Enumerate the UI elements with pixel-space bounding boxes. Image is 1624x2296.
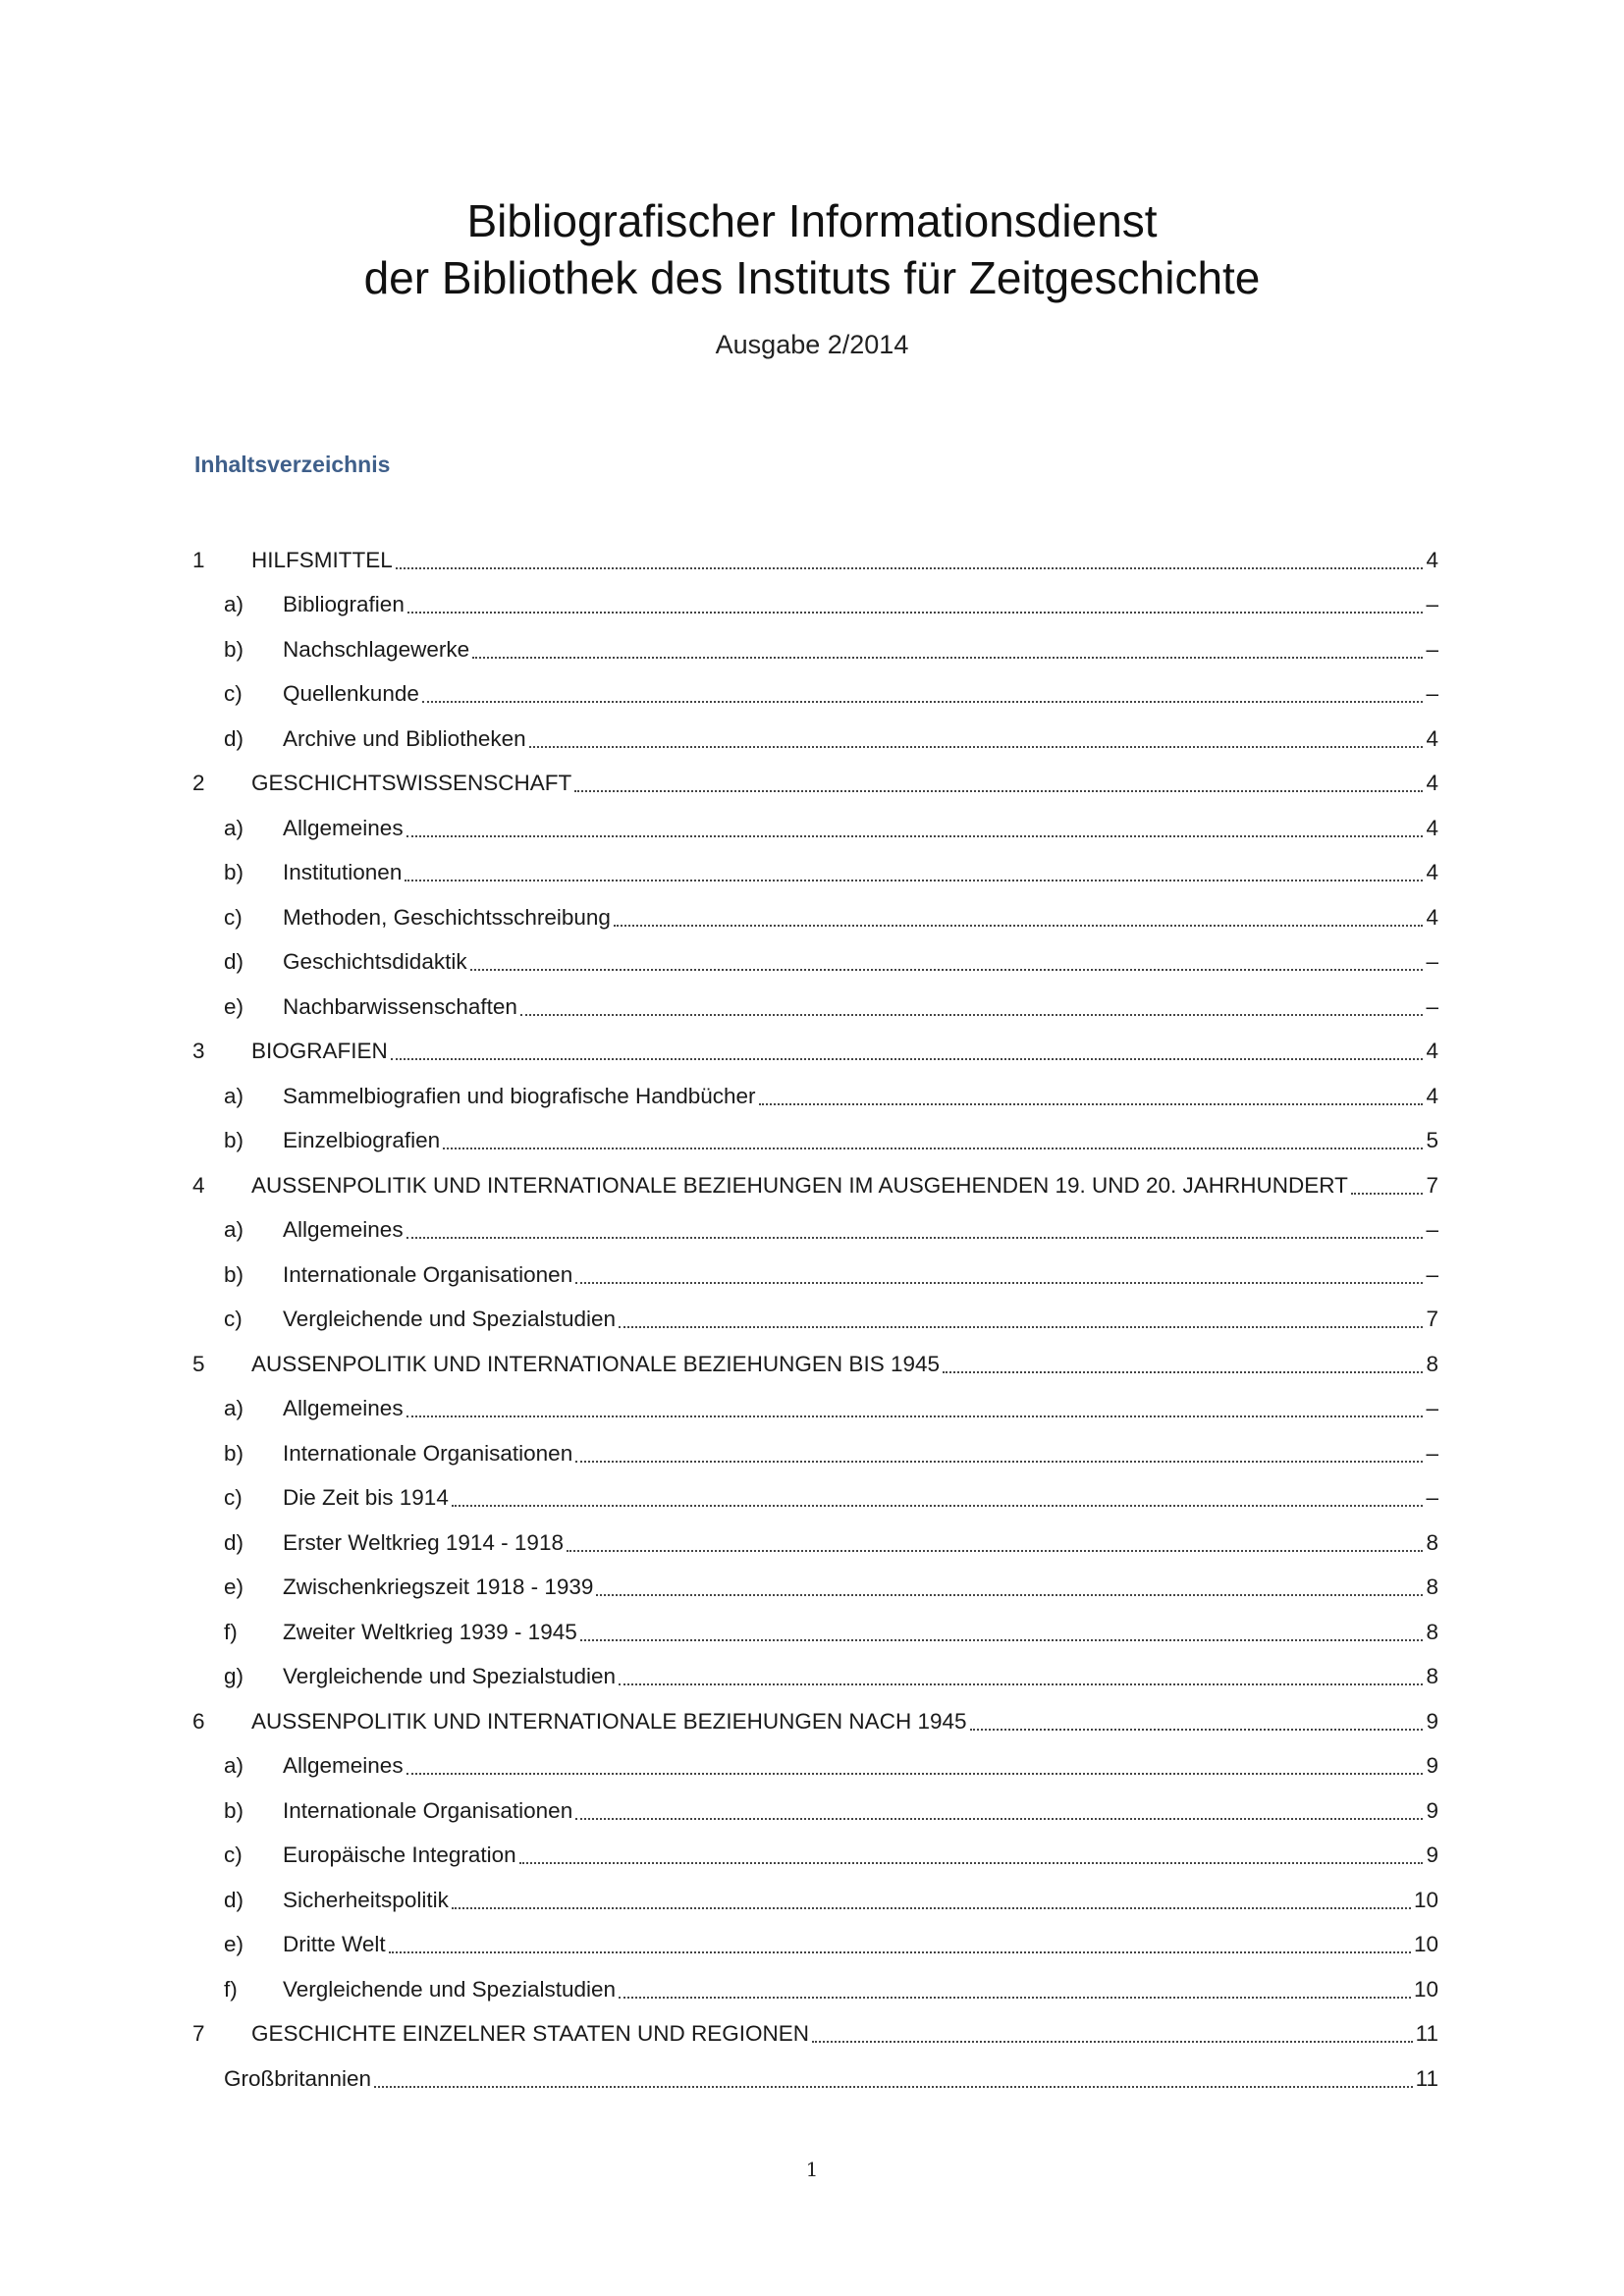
toc-entry[interactable]: [192, 1967, 1438, 2012]
toc-entry-number: e): [224, 1575, 244, 1600]
toc-entry-page: 9: [1426, 1708, 1438, 1734]
toc-entry-label: Großbritannien: [224, 2065, 372, 2091]
toc-entry-label: HILFSMITTEL: [251, 547, 393, 572]
toc-entry-label: Sicherheitspolitik: [283, 1887, 449, 1912]
toc-dot-leader: [406, 1415, 1424, 1417]
toc-entry-page: 7: [1426, 1307, 1438, 1332]
toc-entry-number: b): [224, 860, 244, 885]
toc-entry-number: d): [224, 1529, 244, 1555]
toc-entry-number: c): [224, 904, 243, 930]
toc-entry[interactable]: [192, 538, 1438, 583]
toc-entry-label: Vergleichende und Spezialstudien: [283, 1664, 617, 1689]
toc-entry-page: –: [1426, 1217, 1438, 1243]
toc-entry-label: Allgemeines: [283, 815, 404, 840]
toc-entry-page: 8: [1426, 1575, 1438, 1600]
toc-dot-leader: [943, 1370, 1423, 1373]
toc-entry-number: c): [224, 681, 243, 707]
toc-dot-leader: [520, 1013, 1424, 1016]
toc-dot-leader: [596, 1593, 1423, 1596]
toc-entry-page: 10: [1413, 1932, 1438, 1957]
toc-entry-page: 4: [1426, 1039, 1438, 1064]
toc-entry-page: –: [1426, 1440, 1438, 1466]
toc-entry-number: f): [224, 1976, 238, 2002]
toc-entry-number: 6: [192, 1708, 205, 1734]
toc-dot-leader: [374, 2085, 1413, 2088]
toc-dot-leader: [443, 1147, 1423, 1149]
toc-entry-label: Bibliografien: [283, 592, 405, 617]
toc-entry[interactable]: [192, 1789, 1438, 1834]
toc-entry-label: Allgemeines: [283, 1753, 404, 1779]
toc-entry[interactable]: [192, 2056, 1438, 2102]
toc-entry-label: GESCHICHTSWISSENSCHAFT: [251, 771, 572, 796]
toc-entry[interactable]: [192, 1208, 1438, 1254]
toc-entry[interactable]: [192, 672, 1438, 718]
toc-entry-page: 4: [1426, 547, 1438, 572]
toc-heading: Inhaltsverzeichnis: [194, 452, 391, 477]
toc-dot-leader: [614, 924, 1424, 927]
toc-entry[interactable]: [192, 1476, 1438, 1522]
toc-entry-number: a): [224, 592, 244, 617]
toc-entry-label: Methoden, Geschichtsschreibung: [283, 904, 611, 930]
toc-entry-page: –: [1426, 592, 1438, 617]
toc-entry[interactable]: [192, 1342, 1438, 1387]
toc-dot-leader: [407, 611, 1424, 614]
toc-entry-number: c): [224, 1485, 243, 1511]
toc-entry-number: b): [224, 1261, 244, 1287]
toc-entry-label: Die Zeit bis 1914: [283, 1485, 449, 1511]
toc-entry[interactable]: [192, 1119, 1438, 1164]
toc-dot-leader: [406, 1236, 1424, 1239]
title-line-1: Bibliografischer Informationsdienst: [466, 195, 1158, 246]
toc-entry[interactable]: [192, 806, 1438, 851]
toc-entry-page: 8: [1426, 1619, 1438, 1644]
toc-entry-label: AUSSENPOLITIK UND INTERNATIONALE BEZIEHUNGEN IM AUSGEHENDEN 19. UND 20. JAHRHUNDERT: [251, 1172, 1348, 1198]
document-title: [0, 192, 1624, 306]
toc-entry-label: Geschichtsdidaktik: [283, 949, 467, 975]
toc-dot-leader: [812, 2040, 1413, 2043]
toc-entry[interactable]: [192, 762, 1438, 807]
toc-entry-label: Zweiter Weltkrieg 1939 - 1945: [283, 1619, 577, 1644]
toc-dot-leader: [391, 1057, 1424, 1060]
toc-entry[interactable]: [192, 1566, 1438, 1611]
toc-entry-number: 2: [192, 771, 205, 796]
toc-entry-number: 1: [192, 547, 205, 572]
toc-dot-leader: [389, 1950, 1411, 1953]
toc-entry-page: 4: [1426, 1083, 1438, 1108]
toc-entry-number: d): [224, 1887, 244, 1912]
toc-entry-page: 8: [1426, 1529, 1438, 1555]
toc-entry-page: 4: [1426, 771, 1438, 796]
toc-entry-page: 9: [1426, 1842, 1438, 1868]
toc-dot-leader: [759, 1102, 1424, 1105]
toc-entry-page: 4: [1426, 860, 1438, 885]
toc-entry-page: 9: [1426, 1753, 1438, 1779]
toc-entry-page: 4: [1426, 815, 1438, 840]
toc-dot-leader: [472, 656, 1423, 659]
toc-dot-leader: [970, 1728, 1424, 1731]
toc-entry-page: 4: [1426, 725, 1438, 751]
toc-dot-leader: [575, 1460, 1423, 1463]
toc-entry-page: –: [1426, 993, 1438, 1019]
toc-entry-label: Erster Weltkrieg 1914 - 1918: [283, 1529, 564, 1555]
toc-entry[interactable]: [192, 851, 1438, 896]
toc-entry-number: b): [224, 1797, 244, 1823]
toc-entry-label: Quellenkunde: [283, 681, 419, 707]
toc-entry-label: Internationale Organisationen: [283, 1261, 573, 1287]
toc-entry-page: 8: [1426, 1664, 1438, 1689]
toc-entry[interactable]: [192, 1878, 1438, 1923]
toc-entry-label: AUSSENPOLITIK UND INTERNATIONALE BEZIEHUNGEN NACH 1945: [251, 1708, 967, 1734]
issue-label: Ausgabe 2/2014: [715, 330, 909, 359]
toc-entry[interactable]: [192, 1074, 1438, 1119]
toc-entry-label: Institutionen: [283, 860, 403, 885]
toc-entry[interactable]: [192, 583, 1438, 628]
toc-entry-number: b): [224, 636, 244, 662]
toc-entry[interactable]: [192, 1834, 1438, 1879]
toc-entry-label: Internationale Organisationen: [283, 1440, 573, 1466]
toc-entry-number: f): [224, 1619, 238, 1644]
toc-entry-number: a): [224, 1396, 244, 1421]
toc-dot-leader: [619, 1682, 1423, 1685]
toc-entry[interactable]: [192, 1163, 1438, 1208]
toc-entry-label: AUSSENPOLITIK UND INTERNATIONALE BEZIEHUNGEN BIS 1945: [251, 1351, 941, 1376]
toc-entry-label: Allgemeines: [283, 1396, 404, 1421]
toc-entry-page: –: [1426, 636, 1438, 662]
toc-entry[interactable]: [192, 1610, 1438, 1655]
toc-entry-label: Vergleichende und Spezialstudien: [283, 1307, 617, 1332]
toc-entry-label: Allgemeines: [283, 1217, 404, 1243]
toc-entry-number: g): [224, 1664, 244, 1689]
toc-entry[interactable]: [192, 1431, 1438, 1476]
toc-entry-label: GESCHICHTE EINZELNER STAATEN UND REGIONEN: [251, 2021, 809, 2047]
page-number: 1: [805, 2158, 819, 2181]
toc-dot-leader: [406, 1772, 1424, 1775]
toc-dot-leader: [575, 1817, 1423, 1820]
toc-entry-number: 3: [192, 1039, 205, 1064]
toc-entry-page: 8: [1426, 1351, 1438, 1376]
toc-dot-leader: [422, 700, 1424, 703]
toc-entry-number: a): [224, 1217, 244, 1243]
toc-entry[interactable]: [192, 1699, 1438, 1744]
toc-entry-number: a): [224, 815, 244, 840]
toc-entry-label: Zwischenkriegszeit 1918 - 1939: [283, 1575, 594, 1600]
toc-entry-label: Nachschlagewerke: [283, 636, 470, 662]
toc-dot-leader: [529, 745, 1424, 748]
toc-entry[interactable]: [192, 895, 1438, 940]
toc-entry-number: c): [224, 1842, 243, 1868]
toc-entry[interactable]: [192, 1298, 1438, 1343]
toc-entry-label: Internationale Organisationen: [283, 1797, 573, 1823]
toc-entry[interactable]: [192, 985, 1438, 1030]
toc-entry-page: 10: [1413, 1887, 1438, 1912]
toc-entry-number: d): [224, 725, 244, 751]
toc-dot-leader: [452, 1504, 1424, 1507]
toc-entry[interactable]: [192, 1923, 1438, 1968]
toc-dot-leader: [406, 834, 1424, 837]
toc-entry-label: Nachbarwissenschaften: [283, 993, 517, 1019]
toc-entry[interactable]: [192, 1253, 1438, 1298]
toc-entry-label: Einzelbiografien: [283, 1128, 441, 1153]
toc-entry-page: 11: [1415, 2021, 1438, 2047]
toc-entry-number: e): [224, 993, 244, 1019]
toc-entry-number: 7: [192, 2021, 205, 2047]
toc-entry-number: 5: [192, 1351, 205, 1376]
toc-entry-page: –: [1426, 949, 1438, 975]
toc-entry-page: –: [1426, 1396, 1438, 1421]
toc-dot-leader: [574, 789, 1423, 792]
toc-entry-number: a): [224, 1083, 244, 1108]
toc-dot-leader: [396, 566, 1424, 569]
toc-dot-leader: [567, 1549, 1424, 1552]
toc-entry-label: Vergleichende und Spezialstudien: [283, 1976, 617, 2002]
toc-entry-page: 4: [1426, 904, 1438, 930]
title-line-2: der Bibliothek des Instituts für Zeitgeschichte: [363, 252, 1261, 303]
toc-entry[interactable]: [192, 1030, 1438, 1075]
toc-entry[interactable]: [192, 2012, 1438, 2057]
toc-dot-leader: [405, 879, 1423, 881]
toc-entry-page: 7: [1426, 1172, 1438, 1198]
toc-entry-number: e): [224, 1932, 244, 1957]
toc-dot-leader: [452, 1906, 1411, 1909]
toc-entry-label: BIOGRAFIEN: [251, 1039, 388, 1064]
toc-dot-leader: [619, 1996, 1411, 1999]
toc-entry[interactable]: [192, 940, 1438, 986]
toc-entry-label: Archive und Bibliotheken: [283, 725, 526, 751]
table-of-contents: [192, 538, 1438, 2102]
toc-entry-label: Sammelbiografien und biografische Handbücher: [283, 1083, 756, 1108]
toc-entry-number: a): [224, 1753, 244, 1779]
toc-entry[interactable]: [192, 717, 1438, 762]
toc-entry[interactable]: [192, 1387, 1438, 1432]
toc-entry[interactable]: [192, 1521, 1438, 1566]
toc-entry[interactable]: [192, 1744, 1438, 1789]
toc-entry-number: b): [224, 1440, 244, 1466]
toc-entry-page: –: [1426, 1485, 1438, 1511]
toc-entry-page: 5: [1426, 1128, 1438, 1153]
toc-dot-leader: [619, 1325, 1423, 1328]
toc-entry-number: d): [224, 949, 244, 975]
toc-entry-number: c): [224, 1307, 243, 1332]
toc-entry-label: Europäische Integration: [283, 1842, 516, 1868]
toc-dot-leader: [1351, 1192, 1424, 1195]
toc-dot-leader: [580, 1638, 1424, 1641]
toc-dot-leader: [519, 1861, 1424, 1864]
toc-entry[interactable]: [192, 1655, 1438, 1700]
toc-entry-label: Dritte Welt: [283, 1932, 386, 1957]
toc-entry-number: 4: [192, 1172, 205, 1198]
toc-entry-number: b): [224, 1128, 244, 1153]
toc-dot-leader: [575, 1281, 1423, 1284]
toc-entry-page: 9: [1426, 1797, 1438, 1823]
toc-entry[interactable]: [192, 627, 1438, 672]
toc-entry-page: 11: [1415, 2065, 1438, 2091]
toc-dot-leader: [470, 968, 1424, 971]
toc-entry-page: –: [1426, 681, 1438, 707]
toc-entry-page: –: [1426, 1261, 1438, 1287]
toc-entry-page: 10: [1413, 1976, 1438, 2002]
